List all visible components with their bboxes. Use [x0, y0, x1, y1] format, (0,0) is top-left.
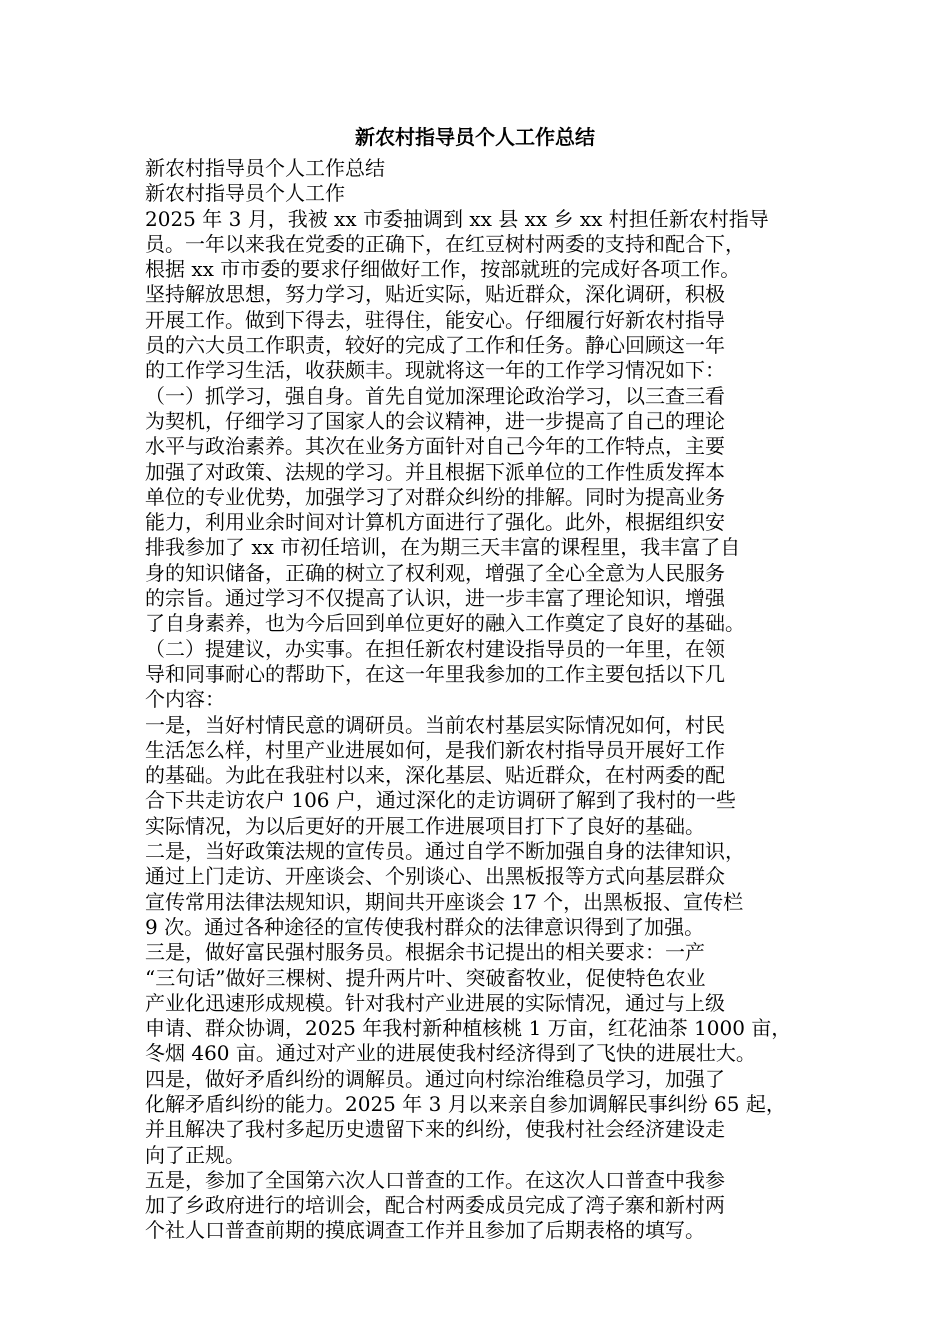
text-line: 坚持解放思想，努力学习，贴近实际，贴近群众，深化调研，积极: [145, 282, 725, 307]
text-line: 通过上门走访、开座谈会、个别谈心、出黑板报等方式向基层群众: [145, 864, 725, 889]
text-line: 实际情况，为以后更好的开展工作进展项目打下了良好的基础。: [145, 813, 705, 838]
document-title: 新农村指导员个人工作总结: [355, 125, 595, 149]
text-line: 宣传常用法律法规知识，期间共开座谈会 17 个，出黑板报、宣传栏: [145, 889, 744, 914]
document-body: [145, 156, 805, 1244]
text-line: 冬烟 460 亩。通过对产业的进展使我村经济得到了飞快的进展壮大。: [145, 1041, 756, 1066]
text-line: 的基础。为此在我驻村以来，深化基层、贴近群众，在村两委的配: [145, 763, 725, 788]
text-line: 导和同事耐心的帮助下，在这一年里我参加的工作主要包括以下几: [145, 661, 725, 686]
text-line: 加了乡政府进行的培训会，配合村两委成员完成了湾子寨和新村两: [145, 1193, 725, 1218]
text-line: “三句话”做好三棵树、提升两片叶、突破畜牧业，促使特色农业: [145, 965, 706, 990]
text-line: （二）提建议，办实事。在担任新农村建设指导员的一年里，在领: [145, 636, 725, 661]
text-line: 员的六大员工作职责，较好的完成了工作和任务。静心回顾这一年: [145, 333, 725, 358]
text-line: 的宗旨。通过学习不仅提高了认识，进一步丰富了理论知识，增强: [145, 586, 725, 611]
text-line: 四是，做好矛盾纠纷的调解员。通过向村综治维稳员学习，加强了: [145, 1066, 725, 1091]
text-line: 身的知识储备，正确的树立了权利观，增强了全心全意为人民服务: [145, 560, 725, 585]
text-line: 二是，当好政策法规的宣传员。通过自学不断加强自身的法律知识，: [145, 839, 745, 864]
document-page: [145, 118, 805, 1244]
text-line: 生活怎么样，村里产业进展如何，是我们新农村指导员开展好工作: [145, 737, 725, 762]
text-line: 加强了对政策、法规的学习。并且根据下派单位的工作性质发挥本: [145, 459, 725, 484]
text-line: 并且解决了我村多起历史遗留下来的纠纷，使我村社会经济建设走: [145, 1117, 725, 1142]
text-line: 排我参加了 xx 市初任培训，在为期三天丰富的课程里，我丰富了自: [145, 535, 741, 560]
text-line: 2025 年 3 月，我被 xx 市委抽调到 xx 县 xx 乡 xx 村担任新农村指导: [145, 206, 769, 231]
text-line: （一）抓学习，强自身。首先自觉加深理论政治学习，以三查三看: [145, 383, 725, 408]
text-line: 三是，做好富民强村服务员。根据余书记提出的相关要求：一产: [145, 940, 705, 965]
text-line: 一是，当好村情民意的调研员。当前农村基层实际情况如何，村民: [145, 712, 725, 737]
text-line: 的工作学习生活，收获颇丰。现就将这一年的工作学习情况如下：: [145, 358, 725, 383]
text-line: 化解矛盾纠纷的能力。2025 年 3 月以来亲自参加调解民事纠纷 65 起，: [145, 1091, 786, 1116]
text-line: 新农村指导员个人工作总结: [145, 156, 385, 180]
text-line: 员。一年以来我在党委的正确下，在红豆树村两委的支持和配合下，: [145, 231, 745, 256]
text-line: 申请、群众协调，2025 年我村新种植核桃 1 万亩，红花油茶 1000 亩，: [145, 1016, 792, 1041]
text-line: 向了正规。: [145, 1142, 245, 1167]
text-line: 水平与政治素养。其次在业务方面针对自己今年的工作特点，主要: [145, 434, 725, 459]
text-line: 9 次。通过各种途径的宣传使我村群众的法律意识得到了加强。: [145, 914, 705, 939]
text-line: 产业化迅速形成规模。针对我村产业进展的实际情况，通过与上级: [145, 990, 725, 1015]
text-line: 单位的专业优势，加强学习了对群众纠纷的排解。同时为提高业务: [145, 484, 725, 509]
text-line: 了自身素养，也为今后回到单位更好的融入工作奠定了良好的基础。: [145, 611, 745, 636]
text-line: 开展工作。做到下得去，驻得住，能安心。仔细履行好新农村指导: [145, 307, 725, 332]
text-line: 个社人口普查前期的摸底调查工作并且参加了后期表格的填写。: [145, 1218, 705, 1243]
text-line: 能力，利用业余时间对计算机方面进行了强化。此外，根据组织安: [145, 510, 725, 535]
text-line: 为契机，仔细学习了国家人的会议精神，进一步提高了自己的理论: [145, 408, 725, 433]
text-line: 合下共走访农户 106 户，通过深化的走访调研了解到了我村的一些: [145, 788, 736, 813]
text-line: 根据 xx 市市委的要求仔细做好工作，按部就班的完成好各项工作。: [145, 257, 741, 282]
text-line: 个内容：: [145, 687, 225, 712]
text-line: 五是，参加了全国第六次人口普查的工作。在这次人口普查中我参: [145, 1167, 725, 1192]
text-line: 新农村指导员个人工作: [145, 181, 345, 206]
